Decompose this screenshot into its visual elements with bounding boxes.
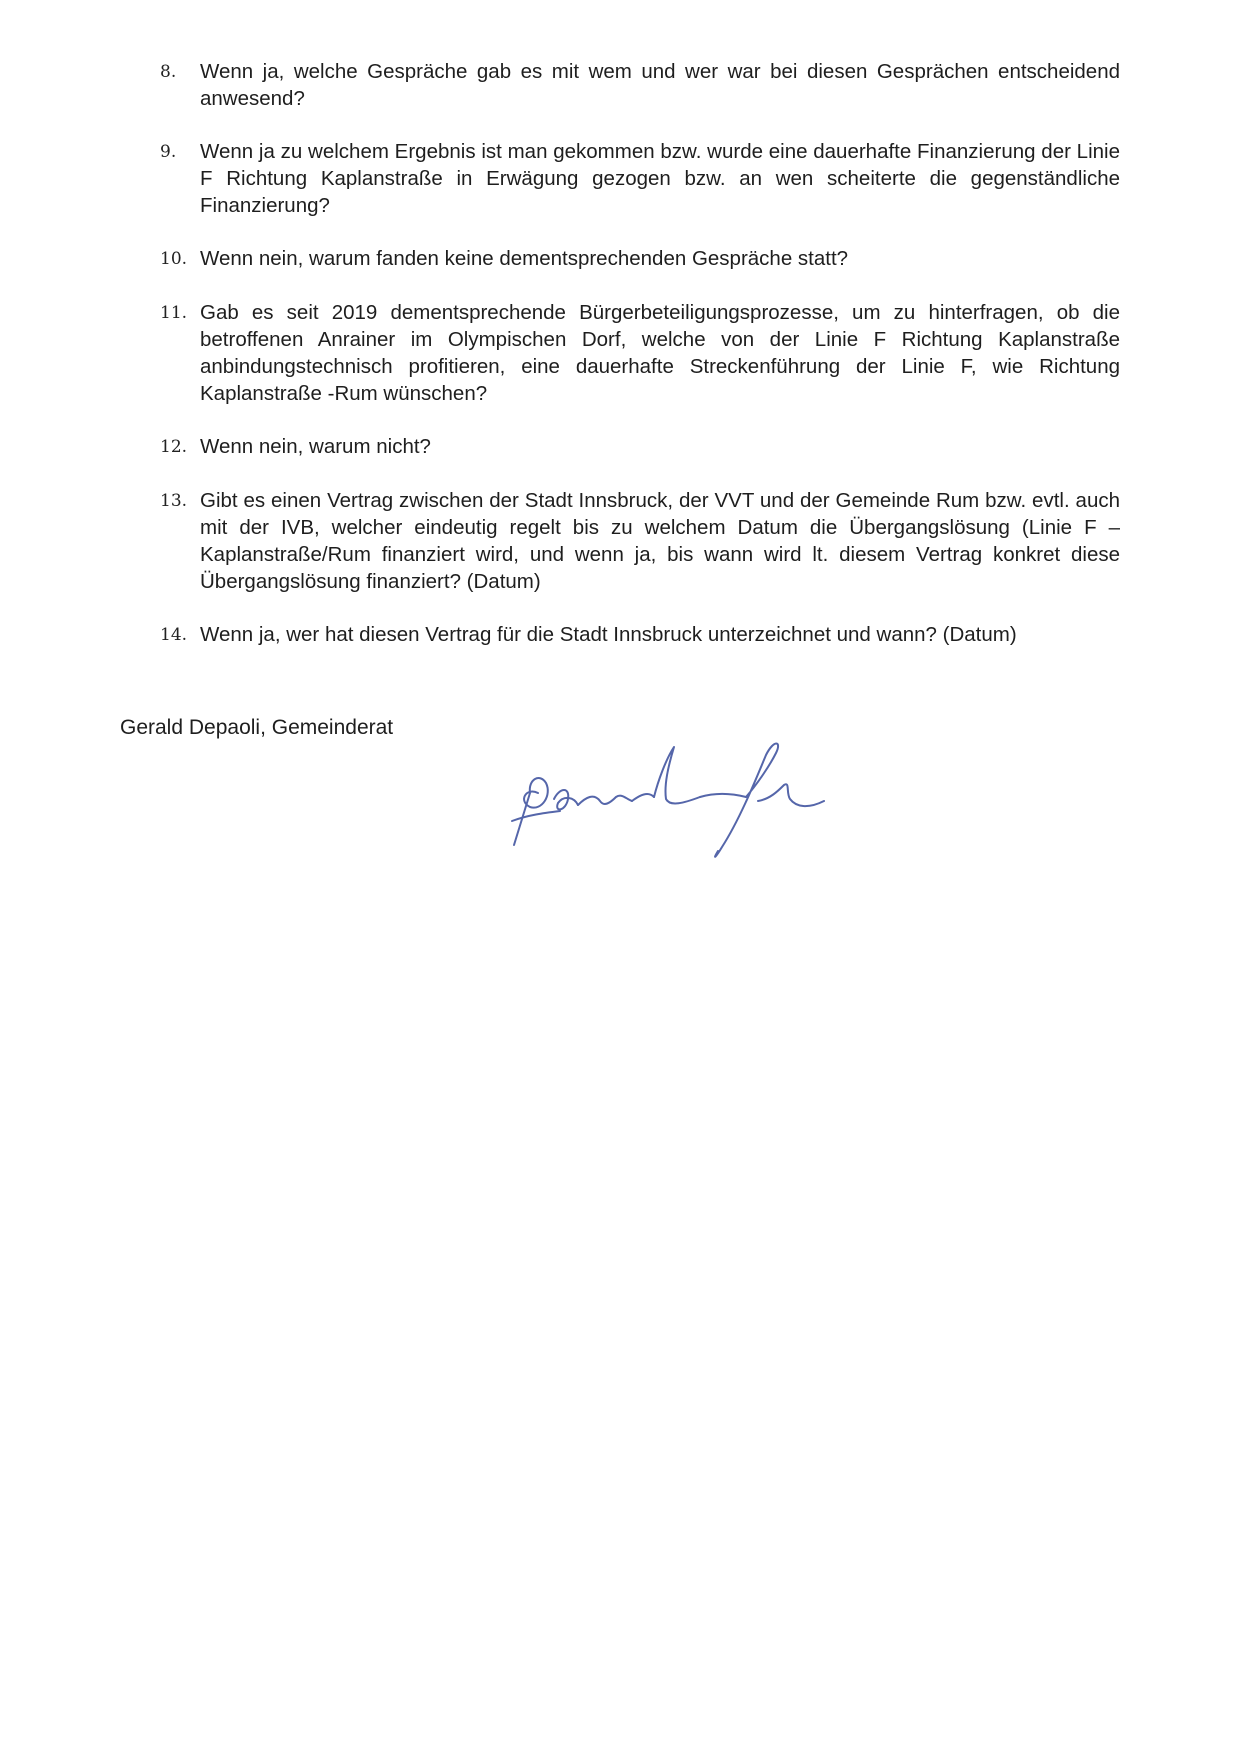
question-list bbox=[160, 58, 1120, 675]
question-number: 12. bbox=[160, 437, 188, 457]
question-number: 11. bbox=[160, 303, 188, 323]
signature-stroke bbox=[514, 778, 548, 845]
signature-stroke bbox=[758, 784, 824, 806]
question-number: 13. bbox=[160, 491, 188, 511]
question-item bbox=[160, 621, 1120, 649]
question-number: 9. bbox=[160, 142, 177, 162]
question-text: Gab es seit 2019 dementsprechende Bürgerbeteiligungsprozesse, um zu hinterfragen, ob die betroffenen Anrainer im Olympischen Dorf, welche von der Linie F Richtung Kaplanstraße anbindungstechnisch profitieren, eine dauerhafte Streckenführung der Linie F, wie Richtung Kaplanstraße -Rum wünschen? bbox=[200, 301, 1120, 405]
question-text: Wenn nein, warum fanden keine dementsprechenden Gespräche statt? bbox=[200, 247, 849, 270]
signature-stroke bbox=[700, 794, 746, 797]
question-item bbox=[160, 487, 1120, 595]
question-item bbox=[160, 58, 1120, 112]
question-item bbox=[160, 299, 1120, 407]
signature-stroke bbox=[512, 811, 560, 821]
question-item bbox=[160, 433, 1120, 461]
signature-stroke bbox=[578, 796, 632, 805]
question-text: Gibt es einen Vertrag zwischen der Stadt Innsbruck, der VVT und der Gemeinde Rum bzw. evtl. auch mit der IVB, welcher eindeutig regelt bis zu welchem Datum die Übergangslösung (Linie F – Kaplanstraße/Rum finanziert wird, und wenn ja, bis wann wird lt. diesem Vertrag konkret diese Übergangslösung finanziert? (Datum) bbox=[200, 489, 1120, 593]
question-number: 10. bbox=[160, 249, 188, 269]
question-number: 14. bbox=[160, 625, 188, 645]
signature-stroke bbox=[715, 744, 778, 857]
signer-name: Gerald Depaoli, Gemeinderat bbox=[120, 716, 394, 739]
question-item bbox=[160, 138, 1120, 219]
handwritten-signature bbox=[508, 735, 888, 865]
signature-stroke bbox=[632, 794, 654, 801]
question-number: 8. bbox=[160, 62, 177, 82]
signature-stroke bbox=[654, 747, 700, 803]
question-item bbox=[160, 245, 1120, 273]
question-text: Wenn ja, welche Gespräche gab es mit wem und wer war bei diesen Gesprächen entscheidend anwesend? bbox=[200, 60, 1120, 110]
question-text: Wenn nein, warum nicht? bbox=[200, 435, 431, 458]
question-text: Wenn ja zu welchem Ergebnis ist man gekommen bzw. wurde eine dauerhafte Finanzierung der Linie F Richtung Kaplanstraße in Erwägung gezogen bzw. an wen scheiterte die gegenständliche Finanzierung? bbox=[200, 140, 1120, 217]
question-text: Wenn ja, wer hat diesen Vertrag für die Stadt Innsbruck unterzeichnet und wann? (Datum) bbox=[200, 623, 1017, 646]
signature-stroke bbox=[554, 790, 578, 809]
